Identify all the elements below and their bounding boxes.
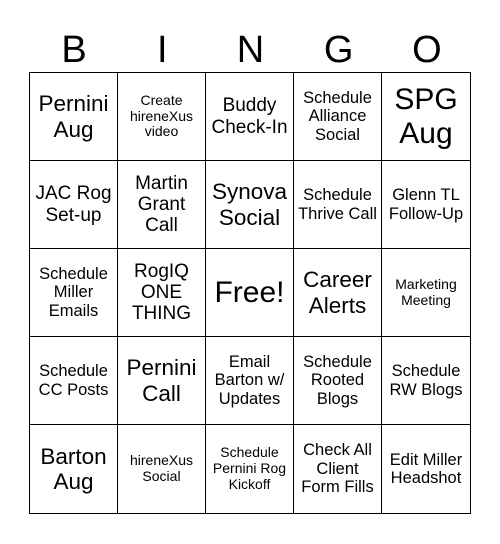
bingo-cell[interactable]: Pernini Call [118,337,206,425]
bingo-cell[interactable]: Martin Grant Call [118,161,206,249]
bingo-cell[interactable]: Synova Social [206,161,294,249]
bingo-cell[interactable]: Career Alerts [294,249,382,337]
header-letter-i: I [157,29,168,71]
bingo-cell[interactable]: Schedule Rooted Blogs [294,337,382,425]
bingo-cell[interactable]: Check All Client Form Fills [294,425,382,513]
bingo-grid [29,72,471,514]
header-letter-b: B [61,29,87,71]
bingo-cell[interactable]: Schedule CC Posts [30,337,118,425]
bingo-cell[interactable]: Schedule RW Blogs [382,337,470,425]
bingo-cell[interactable]: RogIQ ONE THING [118,249,206,337]
header-letter-g: G [323,29,354,71]
bingo-cell[interactable]: Create hireneXus video [118,73,206,161]
bingo-cell[interactable]: JAC Rog Set-up [30,161,118,249]
bingo-cell[interactable]: hireneXus Social [118,425,206,513]
bingo-cell[interactable]: Buddy Check-In [206,73,294,161]
bingo-cell[interactable]: Glenn TL Follow-Up [382,161,470,249]
bingo-cell[interactable]: Schedule Thrive Call [294,161,382,249]
bingo-cell[interactable]: Schedule Miller Emails [30,249,118,337]
header-letter-o: O [412,29,442,71]
header-letter-n: N [236,29,265,71]
bingo-cell[interactable]: Schedule Pernini Rog Kickoff [206,425,294,513]
bingo-header [30,28,471,72]
bingo-cell[interactable]: SPG Aug [382,73,470,161]
bingo-cell[interactable]: Marketing Meeting [382,249,470,337]
bingo-cell[interactable]: Schedule Alliance Social [294,73,382,161]
bingo-cell[interactable]: Pernini Aug [30,73,118,161]
bingo-cell[interactable]: Barton Aug [30,425,118,513]
bingo-free-space[interactable]: Free! [206,249,294,337]
bingo-cell[interactable]: Email Barton w/ Updates [206,337,294,425]
bingo-cell[interactable]: Edit Miller Headshot [389,450,463,487]
